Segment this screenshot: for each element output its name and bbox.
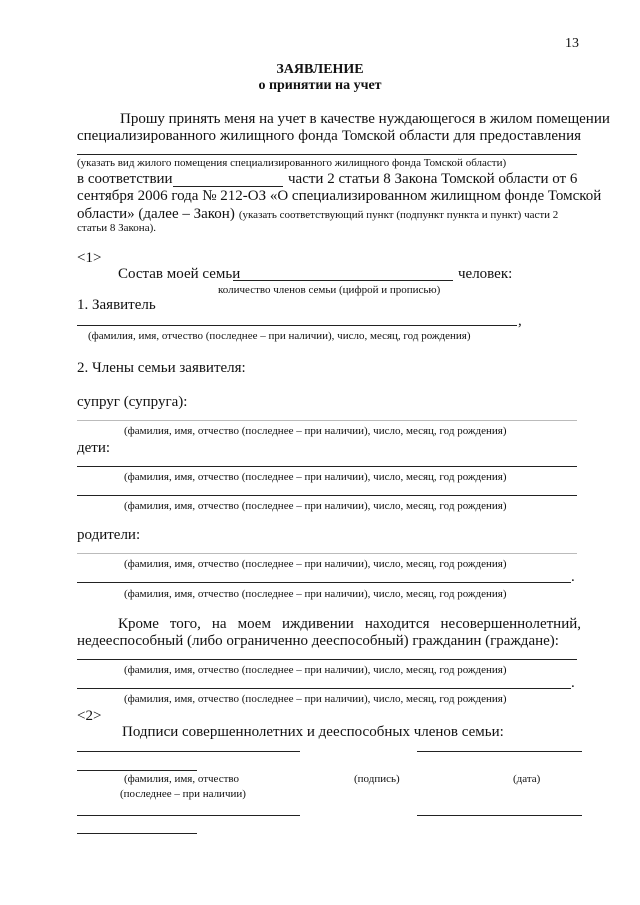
parent-hint-1: (фамилия, имя, отчество (последнее – при наличии), число, месяц, год рождения) xyxy=(124,558,507,570)
child-line-2[interactable] xyxy=(77,495,577,496)
signature-date-line-2[interactable] xyxy=(417,815,582,816)
applicant-comma: , xyxy=(518,313,522,329)
spouse-hint: (фамилия, имя, отчество (последнее – при наличии), число, месяц, год рождения) xyxy=(124,425,507,437)
signature-sign-line-1[interactable] xyxy=(77,770,197,771)
family-count-line[interactable] xyxy=(233,280,453,281)
children-label: дети: xyxy=(77,440,111,456)
family-suffix: человек: xyxy=(458,266,513,282)
dependent-line-1[interactable] xyxy=(77,659,577,660)
housing-type-hint: (указать вид жилого помещения специализированного жилищного фонда Томской области) xyxy=(77,157,507,169)
spouse-line[interactable] xyxy=(77,420,577,421)
housing-type-line[interactable] xyxy=(77,154,577,155)
signature-name-line-1[interactable] xyxy=(77,751,300,752)
members-label: 2. Члены семьи заявителя: xyxy=(77,360,246,376)
parents-period: . xyxy=(571,569,575,585)
intro-line-5-hint: (указать соответствующий пункт (подпункт пункта и пункт) части 2 xyxy=(238,209,559,221)
family-label: Состав моей семьи xyxy=(118,266,241,282)
parent-line-1[interactable] xyxy=(77,553,577,554)
dependents-period: . xyxy=(571,675,575,691)
dependent-hint-1: (фамилия, имя, отчество (последнее – при наличии), число, месяц, год рождения) xyxy=(124,664,507,676)
document-subtitle: о принятии на учет xyxy=(258,78,382,93)
col-date-hint: (дата) xyxy=(513,773,541,785)
dependent-hint-2: (фамилия, имя, отчество (последнее – при наличии), число, месяц, год рождения) xyxy=(124,693,507,705)
col-name-hint-1: (фамилия, имя, отчество xyxy=(124,773,240,785)
applicant-hint: (фамилия, имя, отчество (последнее – при наличии), число, месяц, год рождения) xyxy=(88,330,471,342)
dependents-line-2: недееспособный (либо ограниченно дееспособный) гражданин (граждане): xyxy=(77,633,559,649)
col-sign-hint: (подпись) xyxy=(354,773,400,785)
footnote-2: <2> xyxy=(77,708,102,724)
intro-line-3b: части 2 статьи 8 Закона Томской области от 6 xyxy=(288,171,578,187)
applicant-line[interactable] xyxy=(77,325,517,326)
intro-line-2: специализированного жилищного фонда Томской области для предоставления xyxy=(77,128,581,144)
law-point-line[interactable] xyxy=(173,186,283,187)
child-hint-1: (фамилия, имя, отчество (последнее – при наличии), число, месяц, год рождения) xyxy=(124,471,507,483)
parents-label: родители: xyxy=(77,527,141,543)
signatures-label: Подписи совершеннолетних и дееспособных членов семьи: xyxy=(122,724,504,740)
family-count-hint: количество членов семьи (цифрой и прописью) xyxy=(218,284,441,296)
parent-hint-2: (фамилия, имя, отчество (последнее – при наличии), число, месяц, год рождения) xyxy=(124,588,507,600)
applicant-label: 1. Заявитель xyxy=(77,297,156,313)
signature-sign-line-2[interactable] xyxy=(77,833,197,834)
intro-line-5 xyxy=(77,205,558,223)
page-number: 13 xyxy=(565,36,579,51)
child-hint-2: (фамилия, имя, отчество (последнее – при наличии), число, месяц, год рождения) xyxy=(124,500,507,512)
intro-line-4: сентября 2006 года № 212-ОЗ «О специализированном жилищном фонде Томской xyxy=(77,188,602,204)
intro-line-5-main: области» (далее – Закон) xyxy=(77,206,235,222)
signature-name-line-2[interactable] xyxy=(77,815,300,816)
footnote-1: <1> xyxy=(77,250,102,266)
col-name-hint-2: (последнее – при наличии) xyxy=(120,788,246,800)
document-title: ЗАЯВЛЕНИЕ xyxy=(276,62,364,77)
spouse-label: супруг (супруга): xyxy=(77,394,188,410)
dependents-line-1: Кроме того, на моем иждивении находится несовершеннолетний, xyxy=(118,616,581,632)
child-line-1[interactable] xyxy=(77,466,577,467)
signature-date-line-1[interactable] xyxy=(417,751,582,752)
intro-line-6-hint: статьи 8 Закона). xyxy=(77,222,156,234)
parent-line-2[interactable] xyxy=(77,582,571,583)
dependent-line-2[interactable] xyxy=(77,688,571,689)
intro-line-3a: в соответствии xyxy=(77,171,173,187)
intro-line-1: Прошу принять меня на учет в качестве нуждающегося в жилом помещении xyxy=(120,111,610,127)
